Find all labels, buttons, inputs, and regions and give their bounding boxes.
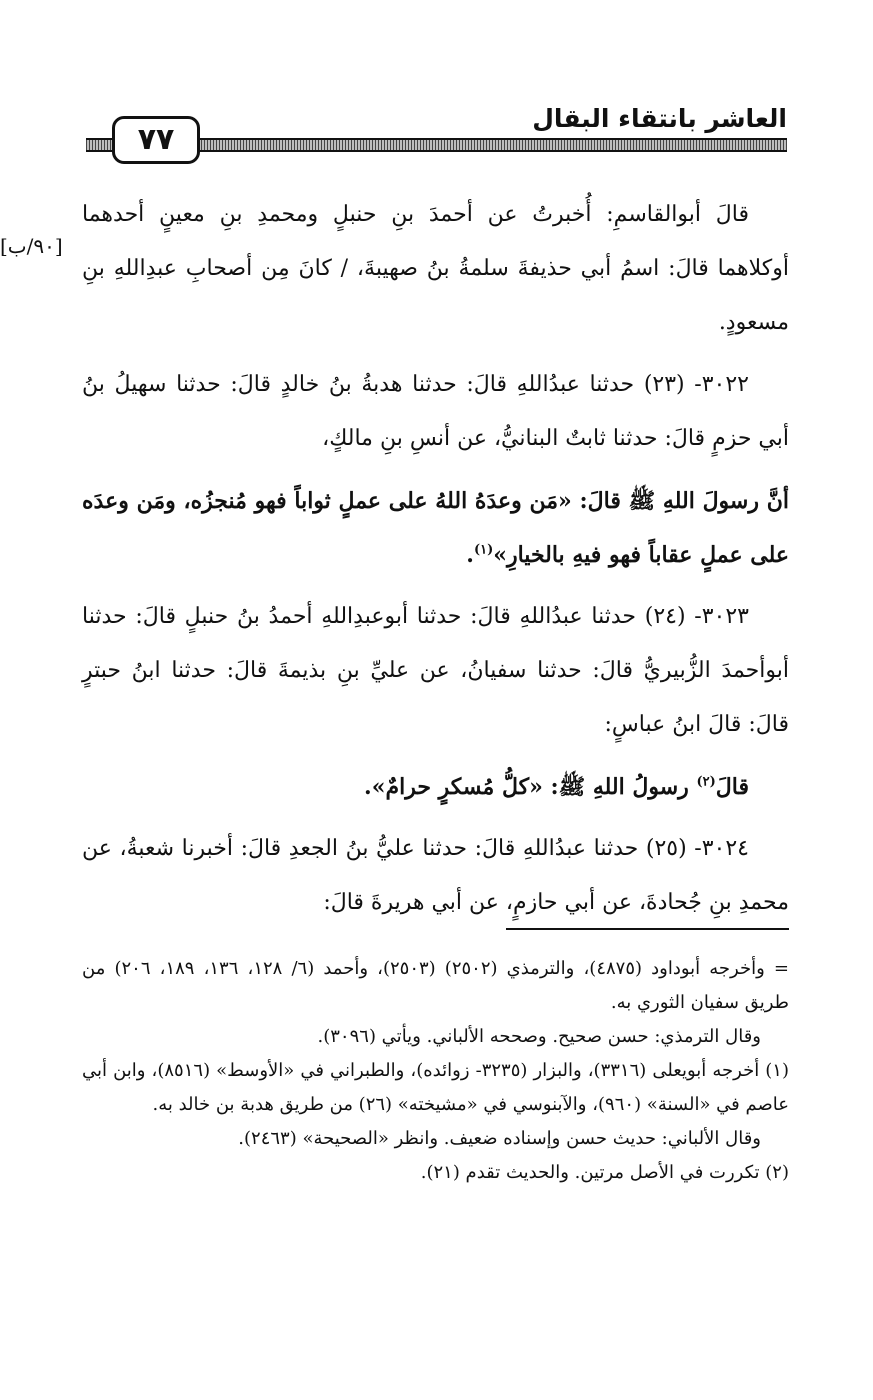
hadith-3022-text: أنَّ رسولَ اللهِ ﷺ قالَ: «مَن وعدَهُ اللهُ على عملٍ ثواباً فهو مُنجزُه، ومَن وعدَه على عملٍ عقاباً فهو فيهِ بالخيارِ» — [82, 488, 789, 568]
running-title: العاشر بانتقاء البقال — [532, 104, 787, 133]
footnote-2: (٢) تكررت في الأصل مرتين. والحديث تقدم (٢١). — [420, 1162, 789, 1183]
margin-note: [٩٠/ب] — [0, 234, 63, 258]
period: . — [466, 542, 474, 568]
hadith-3022-isnad: ٣٠٢٢- (٢٣) حدثنا عبدُاللهِ قالَ: حدثنا هدبةُ بنُ خالدٍ قالَ: حدثنا سهيلُ بنُ أبي حزمٍ قالَ: حدثنا ثابتٌ البنانيُّ، عن أنسِ بنِ مالكٍ، — [82, 372, 789, 451]
footnote-ref-1[interactable]: (١) — [473, 542, 494, 558]
hadith-3023-qala: قالَ — [715, 774, 749, 800]
hadith-3022-matn — [82, 474, 789, 582]
footnote-separator — [506, 928, 789, 930]
footnote-1: (١) أخرجه أبويعلى (٣٣١٦)، والبزار (٣٢٣٥- زوائده)، والطبراني في «الأوسط» (٨٥١٦)، وابن أبي عاصم في «السنة» (٩٦٠)، والآبنوسي في «مشيخته» (٢٦) من طريق هدبة بن خالد به. — [82, 1060, 789, 1115]
hadith-3023-isnad: ٣٠٢٣- (٢٤) حدثنا عبدُاللهِ قالَ: حدثنا أبوعبدِاللهِ أحمدُ بنُ حنبلٍ قالَ: حدثنا أبوأحمدَ الزُّبيريُّ قالَ: حدثنا سفيانُ، عن عليِّ بنِ بذيمةَ قالَ: حدثنا ابنُ حبترٍ قالَ: قالَ ابنُ عباسٍ: — [82, 604, 789, 737]
footnote-ref-2[interactable]: (٢) — [696, 774, 716, 790]
main-text — [82, 188, 789, 938]
footnote-1-note: وقال الألباني: حديث حسن وإسناده ضعيف. وانظر «الصحيحة» (٢٤٦٣). — [238, 1128, 761, 1149]
hadith-3023-text: رسولُ اللهِ ﷺ: «كلُّ مُسكرٍ حرامٌ». — [364, 774, 689, 800]
footnotes — [82, 952, 789, 1190]
page-number: ٧٧ — [112, 116, 200, 164]
hadith-3023-matn — [82, 760, 789, 814]
header-rule — [198, 138, 787, 152]
footnote-continued-note: وقال الترمذي: حسن صحيح. وصححه الألباني. ويأتي (٣٠٩٦). — [317, 1026, 761, 1047]
hadith-3024-isnad: ٣٠٢٤- (٢٥) حدثنا عبدُاللهِ قالَ: حدثنا عليُّ بنُ الجعدِ قالَ: أخبرنا شعبةُ، عن محمدِ بنِ جُحادةَ، عن أبي حازمٍ، عن أبي هريرةَ قالَ: — [82, 836, 789, 915]
footnote-continued: = وأخرجه أبوداود (٤٨٧٥)، والترمذي (٢٥٠٢) (٢٥٠٣)، وأحمد (٦/ ١٢٨، ١٣٦، ١٨٩، ٢٠٦) من طريق سفيان الثوري به. — [82, 958, 790, 1013]
paragraph-abu-alqasim: قالَ أبوالقاسمِ: أُخبرتُ عن أحمدَ بنِ حنبلٍ ومحمدِ بنِ معينٍ أحدهما أوكلاهما قالَ: اسمُ أبي حذيفةَ سلمةُ بنُ صهيبةَ، / كانَ مِن أصحابِ عبدِاللهِ بنِ مسعودٍ. — [82, 202, 789, 335]
